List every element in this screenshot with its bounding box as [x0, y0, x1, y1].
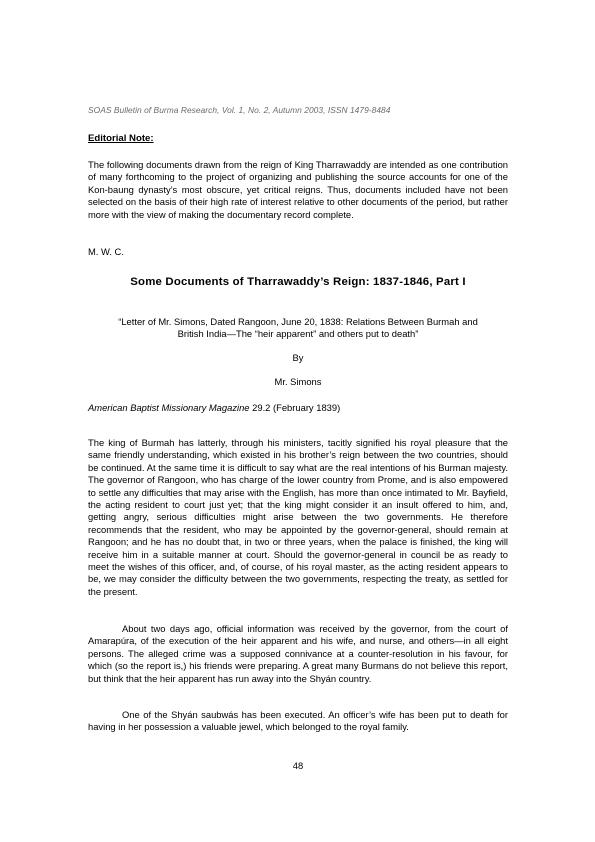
- body-paragraph: One of the Shyán saubwás has been executed. An officer’s wife has been put to death for having in her possession a valuable jewel, which belonged to the royal family.: [88, 709, 508, 733]
- editorial-note-text: The following documents drawn from the reign of King Tharrawaddy are intended as one contribution of many forthcoming to the project of organizing and publishing the source accounts for one of the Kon-baung dynasty’s most obscure, yet critical reigns. Thus, documents included have not been selected on the basis of their high rate of interest relative to other documents of the period, but rather more with the view of making the documentary record complete.: [88, 159, 508, 220]
- editorial-note-heading: Editorial Note:: [88, 133, 154, 144]
- page-number: 48: [292, 760, 304, 771]
- article-title: Some Documents of Tharrawaddy’s Reign: 1837-1846, Part I: [130, 276, 466, 288]
- source-citation: [88, 402, 508, 413]
- body-paragraph: About two days ago, official information was received by the governor, from the court of Amarapúra, of the execution of the heir apparent and his wife, and nurse, and others—in all eight persons. The alleged crime was a supposed connivance at a counter-resolution in his favour, for which (so the report is,) his friends were preparing. A great many Burmans do not believe this report, but think that the heir apparent has run away into the Shyán country.: [88, 623, 508, 684]
- editor-initials: M. W. C.: [88, 246, 124, 257]
- body-paragraph: The king of Burmah has latterly, through his ministers, tacitly signified his royal pleasure that the same friendly understanding, which existed in his brother’s reign between the two countries, should be continued. At the same time it is difficult to say what are the real intentions of his Burman majesty. The governor of Rangoon, who has charge of the lower country from Prome, and is also empowered to settle any difficulties that may arise with the English, has more than once intimated to Mr. Bayfield, the acting resident to court just yet; that the king might consider it an insult offered to him, and, getting angry, serious difficulties might arise between the two governments. He therefore recommends that the resident, who may be appointed by the governor-general, should remain at Rangoon; and he has no doubt that, in two or three years, when the palace is finished, the king will receive him in a suitable manner at court. Should the governor-general in council be as ready to meet the wishes of this officer, and, of course, of his royal master, as the acting resident appears to be, we may consider the difficulty between the two governments, respecting the treaty, as settled for the present.: [88, 437, 508, 597]
- letter-title: “Letter of Mr. Simons, Dated Rangoon, June 20, 1838: Relations Between Burmah and British India—The “heir apparent” and others put to death”: [118, 316, 478, 340]
- source-journal-title: American Baptist Missionary Magazine: [88, 402, 250, 413]
- author-name: Mr. Simons: [274, 376, 322, 387]
- by-label: By: [292, 352, 304, 363]
- source-issue-details: 29.2 (February 1839): [249, 402, 341, 413]
- journal-header: SOAS Bulletin of Burma Research, Vol. 1, No. 2, Autumn 2003, ISSN 1479-8484: [88, 105, 391, 115]
- document-page: [88, 0, 508, 842]
